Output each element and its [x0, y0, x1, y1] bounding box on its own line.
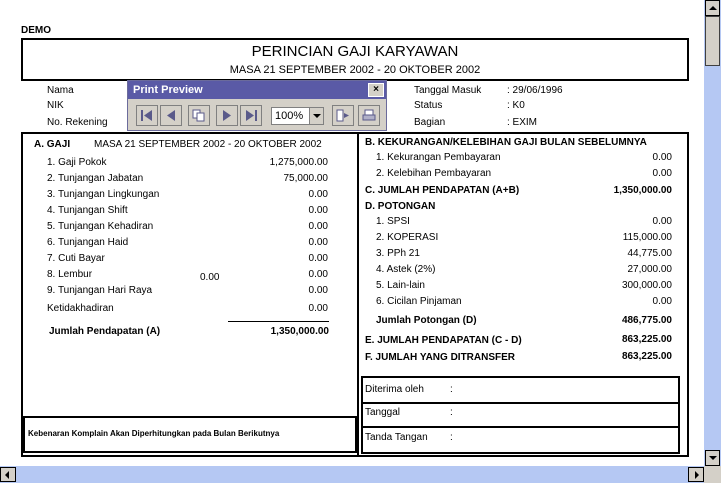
gaji-item-label: 3. Tunjangan Lingkungan — [47, 189, 160, 200]
multi-page-icon — [192, 109, 206, 122]
gaji-item-label: 6. Tunjangan Haid — [47, 237, 129, 248]
potongan-item-label: 3. PPh 21 — [376, 248, 420, 259]
first-page-button[interactable] — [136, 105, 158, 126]
gaji-item-value: 0.00 — [308, 269, 328, 280]
zoom-select[interactable] — [271, 107, 324, 125]
scroll-left-icon[interactable] — [0, 467, 16, 482]
close-preview-button[interactable] — [332, 105, 354, 126]
column-divider — [357, 133, 359, 456]
value-bagian: : EXIM — [507, 117, 538, 128]
print-preview-title[interactable]: Print Preview — [128, 81, 386, 99]
close-icon[interactable]: × — [368, 83, 384, 97]
potongan-total-label: Jumlah Potongan (D) — [376, 315, 477, 326]
kekurangan-item-value: 0.00 — [652, 152, 672, 163]
label-bagian: Bagian — [414, 117, 446, 128]
label-status: Status — [414, 100, 443, 111]
title-box — [21, 38, 689, 81]
jumlah-ab-label: C. JUMLAH PENDAPATAN (A+B) — [365, 185, 520, 196]
kekurangan-item-label: 1. Kekurangan Pembayaran — [376, 152, 501, 163]
potongan-item-value: 44,775.00 — [627, 248, 672, 259]
gaji-item-value: 75,000.00 — [283, 173, 328, 184]
first-page-icon — [140, 109, 154, 122]
complaint-box — [23, 416, 357, 453]
gaji-item-value: 0.00 — [308, 237, 328, 248]
kekurangan-heading: B. KEKURANGAN/KELEBIHAN GAJI BULAN SEBELUMNYA — [365, 137, 647, 148]
potongan-item-value: 0.00 — [652, 296, 672, 307]
gaji-item-value: 0.00 — [308, 303, 328, 314]
gaji-total-value: 1,350,000.00 — [270, 326, 329, 337]
kelebihan-item-label: 2. Kelebihan Pembayaran — [376, 168, 492, 179]
gaji-item-value: 0.00 — [308, 221, 328, 232]
vertical-scroll-thumb[interactable] — [705, 16, 720, 66]
signature-colon: : — [450, 384, 453, 395]
gaji-item-value: 0.00 — [308, 285, 328, 296]
gaji-item-label: 8. Lembur — [47, 269, 93, 280]
kelebihan-item-value: 0.00 — [652, 168, 672, 179]
print-preview-toolbar[interactable] — [127, 80, 387, 131]
gaji-item-value: 0.00 — [308, 205, 328, 216]
gaji-item-value: 0.00 — [308, 189, 328, 200]
signature-colon: : — [450, 407, 453, 418]
close-preview-icon — [336, 109, 350, 122]
gaji-item-label: 1. Gaji Pokok — [47, 157, 107, 168]
potongan-item-label: 6. Cicilan Pinjaman — [376, 296, 462, 307]
previous-page-icon — [164, 109, 178, 122]
report-title: PERINCIAN GAJI KARYAWAN — [251, 43, 459, 60]
potongan-item-label: 1. SPSI — [376, 216, 410, 227]
potongan-item-value: 115,000.00 — [622, 232, 672, 243]
gaji-item-label: Ketidakhadiran — [47, 303, 114, 314]
print-icon — [362, 109, 376, 122]
scroll-down-icon[interactable] — [705, 450, 720, 466]
jumlah-cd-label: E. JUMLAH PENDAPATAN (C - D) — [365, 335, 522, 346]
signature-colon: : — [450, 432, 453, 443]
chevron-down-icon[interactable] — [309, 108, 323, 124]
label-nama: Nama — [47, 85, 74, 96]
signature-label-tanggal: Tanggal — [365, 407, 401, 418]
label-nik: NIK — [47, 100, 64, 111]
gaji-heading: A. GAJI — [34, 139, 71, 150]
ditransfer-label: F. JUMLAH YANG DITRANSFER — [365, 352, 516, 363]
scrollbar-corner — [704, 466, 721, 483]
lembur-hours: 0.00 — [200, 272, 220, 283]
potongan-item-value: 27,000.00 — [627, 264, 672, 275]
signature-divider — [363, 426, 678, 428]
scroll-up-icon[interactable] — [705, 0, 720, 16]
print-button[interactable] — [358, 105, 380, 126]
signature-divider — [363, 402, 678, 404]
gaji-total-label: Jumlah Pendapatan (A) — [49, 326, 161, 337]
jumlah-ab-value: 1,350,000.00 — [613, 185, 672, 196]
next-page-icon — [220, 109, 234, 122]
value-tanggal-masuk: : 29/06/1996 — [507, 85, 563, 96]
vertical-scrollbar[interactable] — [704, 0, 721, 466]
signature-label-tanda-tangan: Tanda Tangan — [365, 432, 428, 443]
gaji-item-label: 4. Tunjangan Shift — [47, 205, 128, 216]
potongan-item-value: 300,000.00 — [621, 280, 672, 291]
potongan-item-value: 0.00 — [652, 216, 672, 227]
gaji-item-label: 9. Tunjangan Hari Raya — [47, 285, 153, 296]
complaint-note: Kebenaran Komplain Akan Diperhitungkan pada Bulan Berikutnya — [28, 429, 280, 438]
scroll-right-icon[interactable] — [688, 467, 704, 482]
gaji-item-label: 5. Tunjangan Kehadiran — [47, 221, 154, 232]
demo-label: DEMO — [21, 25, 51, 36]
report-period: MASA 21 SEPTEMBER 2002 - 20 OKTOBER 2002 — [229, 64, 481, 76]
last-page-icon — [244, 109, 258, 122]
label-tanggal-masuk: Tanggal Masuk — [414, 85, 482, 96]
previous-page-button[interactable] — [160, 105, 182, 126]
value-status: : K0 — [507, 100, 525, 111]
last-page-button[interactable] — [240, 105, 262, 126]
signature-label-diterima: Diterima oleh — [365, 384, 424, 395]
potongan-total-value: 486,775.00 — [621, 315, 672, 326]
potongan-item-label: 5. Lain-lain — [376, 280, 425, 291]
gaji-period: MASA 21 SEPTEMBER 2002 - 20 OKTOBER 2002 — [94, 139, 322, 150]
next-page-button[interactable] — [216, 105, 238, 126]
zoom-value: 100% — [275, 110, 304, 122]
potongan-heading: D. POTONGAN — [365, 201, 436, 212]
potongan-item-label: 2. KOPERASI — [376, 232, 439, 243]
jumlah-cd-value: 863,225.00 — [621, 334, 672, 345]
label-no-rekening: No. Rekening — [47, 117, 108, 128]
gaji-item-label: 2. Tunjangan Jabatan — [47, 173, 144, 184]
multi-page-button[interactable] — [188, 105, 210, 126]
total-line — [228, 321, 329, 322]
potongan-item-label: 4. Astek (2%) — [376, 264, 436, 275]
horizontal-scrollbar[interactable] — [0, 466, 704, 483]
ditransfer-value: 863,225.00 — [621, 351, 672, 362]
gaji-item-label: 7. Cuti Bayar — [47, 253, 105, 264]
gaji-item-value: 1,275,000.00 — [269, 157, 328, 168]
gaji-item-value: 0.00 — [308, 253, 328, 264]
